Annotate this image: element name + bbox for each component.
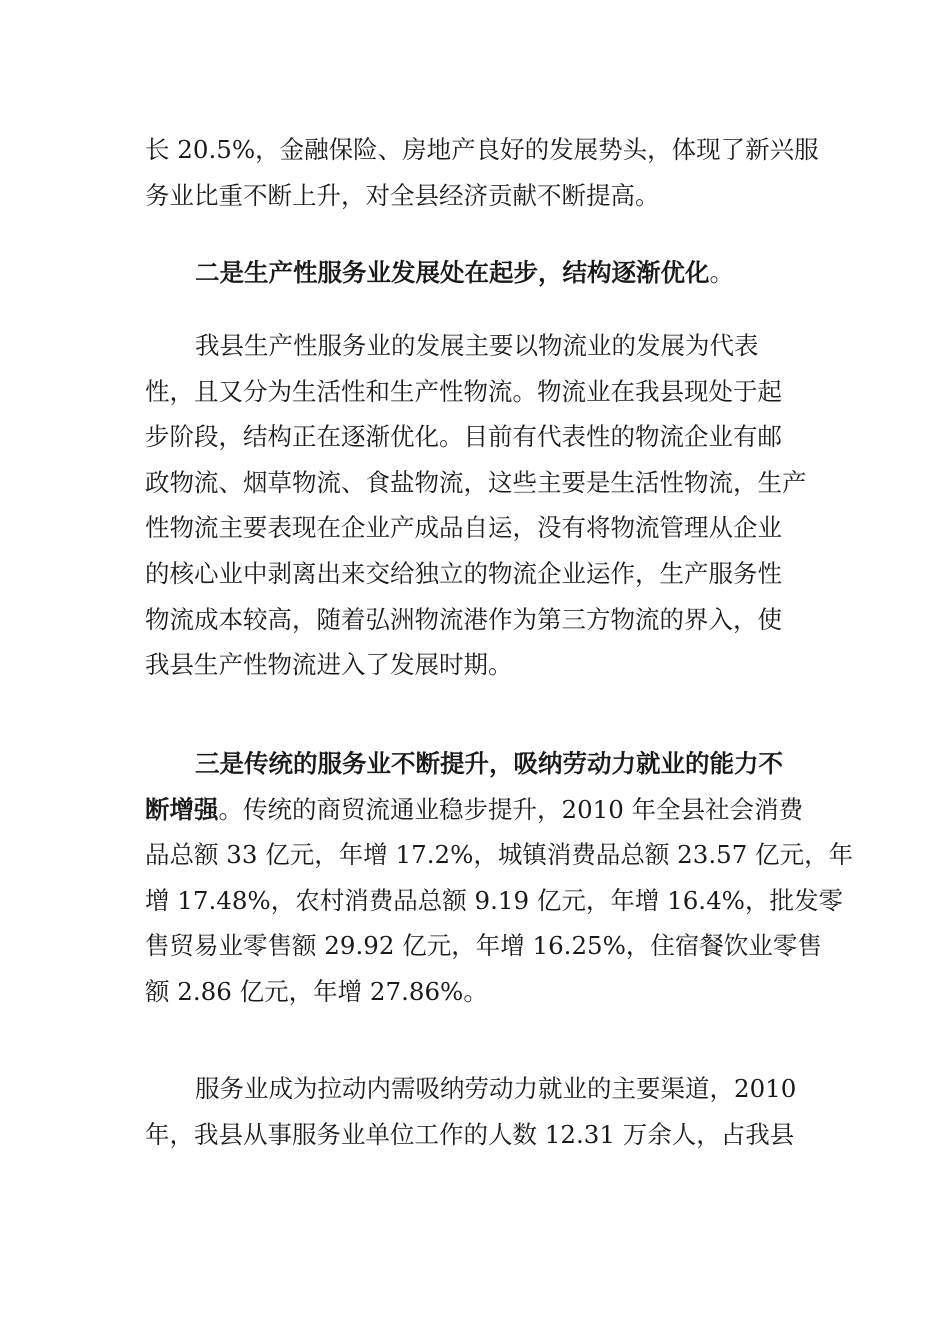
text-line: 政物流、烟草物流、食盐物流，这些主要是生活性物流，生产 bbox=[145, 467, 807, 497]
text-line bbox=[145, 787, 810, 833]
text-line-rest: 。传统的商贸流通业稳步提升，2010 年全县社会消费 bbox=[218, 794, 804, 824]
text-line: 我县生产性物流进入了发展时期。 bbox=[145, 650, 513, 680]
text-line: 增 17.48%，农村消费品总额 9.19 亿元，年增 16.4%，批发零 bbox=[145, 885, 843, 915]
heading-line: 三是传统的服务业不断提升，吸纳劳动力就业的能力不 bbox=[195, 749, 783, 778]
section-heading-productive-services bbox=[145, 250, 810, 296]
paragraph-tertiary-growth bbox=[145, 127, 819, 218]
text-line: 务业比重不断上升，对全县经济贡献不断提高。 bbox=[145, 180, 660, 210]
text-line: 性物流主要表现在企业产成品自运，没有将物流管理从企业 bbox=[145, 513, 782, 543]
heading-tail: 。 bbox=[709, 258, 734, 287]
text-line: 步阶段，结构正在逐渐优化。目前有代表性的物流企业有邮 bbox=[145, 422, 782, 452]
text-line: 年，我县从事服务业单位工作的人数 12.31 万余人，占我县 bbox=[145, 1119, 795, 1149]
text-line: 售贸易业零售额 29.92 亿元，年增 16.25%，住宿餐饮业零售 bbox=[145, 931, 822, 961]
text-line: 服务业成为拉动内需吸纳劳动力就业的主要渠道，2010 bbox=[195, 1074, 797, 1103]
paragraph-employment bbox=[145, 1066, 810, 1157]
paragraph-logistics bbox=[145, 323, 810, 688]
text-line: 的核心业中剥离出来交给独立的物流企业运作，生产服务性 bbox=[145, 558, 782, 588]
heading-text: 二是生产性服务业发展处在起步，结构逐渐优化 bbox=[195, 258, 710, 287]
heading-line bbox=[145, 250, 810, 296]
text-line: 长 20.5%，金融保险、房地产良好的发展势头，体现了新兴服 bbox=[145, 135, 819, 164]
text-line: 品总额 33 亿元，年增 17.2%，城镇消费品总额 23.57 亿元，年 bbox=[145, 840, 854, 870]
text-line: 我县生产性服务业的发展主要以物流业的发展为代表 bbox=[195, 331, 759, 360]
text-line: 性，且又分为生活性和生产性物流。物流业在我县现处于起 bbox=[145, 376, 782, 406]
heading-text: 断增强 bbox=[145, 794, 219, 824]
text-line: 额 2.86 亿元，年增 27.86%。 bbox=[145, 976, 488, 1006]
text-line: 物流成本较高，随着弘洲物流港作为第三方物流的界入，使 bbox=[145, 604, 782, 634]
paragraph-traditional-services bbox=[145, 741, 854, 1015]
